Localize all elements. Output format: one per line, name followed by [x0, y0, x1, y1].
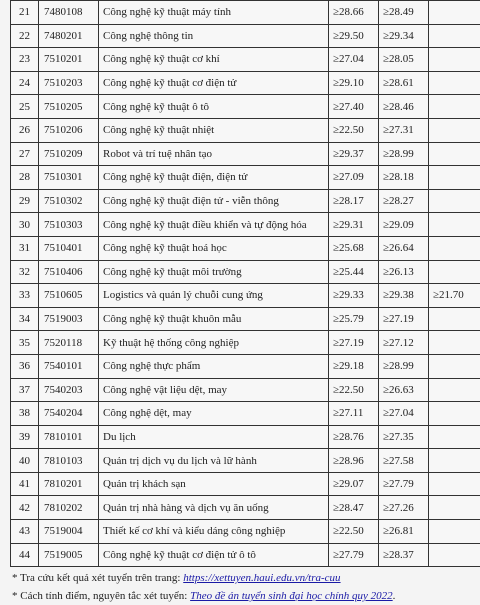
score-cell-2: ≥28.99: [379, 354, 429, 378]
score-cell-1: ≥29.33: [329, 284, 379, 308]
table-row: [11, 260, 480, 284]
score-cell-1: ≥27.19: [329, 331, 379, 355]
table-row: [11, 95, 480, 119]
score-cell-1: ≥29.10: [329, 71, 379, 95]
row-number-cell: 38: [11, 402, 39, 426]
score-cell-1: ≥29.31: [329, 213, 379, 237]
row-number-cell: 31: [11, 236, 39, 260]
admission-scores-section: [10, 0, 480, 605]
table-body: [11, 1, 480, 567]
score-cell-3: [429, 260, 480, 284]
score-cell-2: ≥27.04: [379, 402, 429, 426]
score-cell-2: ≥27.58: [379, 449, 429, 473]
major-name-cell: Công nghệ kỹ thuật cơ điện tử: [99, 71, 329, 95]
major-name-cell: Công nghệ thực phẩm: [99, 354, 329, 378]
score-cell-3: [429, 189, 480, 213]
row-number-cell: 29: [11, 189, 39, 213]
score-cell-1: ≥22.50: [329, 118, 379, 142]
major-code-cell: 7519004: [39, 520, 99, 544]
major-code-cell: 7810101: [39, 425, 99, 449]
score-cell-1: ≥28.47: [329, 496, 379, 520]
score-cell-3: [429, 1, 480, 25]
score-cell-2: ≥27.19: [379, 307, 429, 331]
table-row: [11, 71, 480, 95]
score-cell-1: ≥27.04: [329, 48, 379, 72]
admission-plan-link[interactable]: Theo đề án tuyển sinh đại học chính quy 2022: [190, 590, 393, 602]
score-cell-2: ≥28.99: [379, 142, 429, 166]
lookup-link[interactable]: https://xettuyen.haui.edu.vn/tra-cuu: [183, 572, 340, 584]
score-cell-3: [429, 425, 480, 449]
row-number-cell: 42: [11, 496, 39, 520]
table-row: [11, 48, 480, 72]
score-cell-1: ≥25.44: [329, 260, 379, 284]
major-name-cell: Công nghệ kỹ thuật điện, điện tử: [99, 166, 329, 190]
lookup-note: [12, 569, 480, 587]
table-row: [11, 189, 480, 213]
score-cell-1: ≥28.66: [329, 1, 379, 25]
score-cell-2: ≥28.27: [379, 189, 429, 213]
major-code-cell: 7540203: [39, 378, 99, 402]
major-name-cell: Logistics và quản lý chuỗi cung ứng: [99, 284, 329, 308]
major-name-cell: Quản trị khách sạn: [99, 472, 329, 496]
score-cell-1: ≥27.11: [329, 402, 379, 426]
row-number-cell: 26: [11, 118, 39, 142]
score-cell-2: ≥27.26: [379, 496, 429, 520]
score-cell-3: [429, 24, 480, 48]
major-code-cell: 7810202: [39, 496, 99, 520]
score-cell-2: ≥26.81: [379, 520, 429, 544]
score-cell-2: ≥29.34: [379, 24, 429, 48]
major-name-cell: Công nghệ kỹ thuật ô tô: [99, 95, 329, 119]
score-cell-2: ≥26.63: [379, 378, 429, 402]
major-name-cell: Quản trị nhà hàng và dịch vụ ăn uống: [99, 496, 329, 520]
major-code-cell: 7510203: [39, 71, 99, 95]
score-cell-2: ≥29.09: [379, 213, 429, 237]
major-code-cell: 7519003: [39, 307, 99, 331]
score-cell-2: ≥29.38: [379, 284, 429, 308]
major-name-cell: Công nghệ kỹ thuật điều khiển và tự động hóa: [99, 213, 329, 237]
score-cell-3: [429, 95, 480, 119]
major-code-cell: 7540204: [39, 402, 99, 426]
footnotes: [10, 569, 480, 605]
method-note-suffix: .: [393, 590, 396, 602]
score-cell-2: ≥27.35: [379, 425, 429, 449]
major-name-cell: Công nghệ vật liệu dệt, may: [99, 378, 329, 402]
row-number-cell: 30: [11, 213, 39, 237]
table-row: [11, 402, 480, 426]
table-row: [11, 378, 480, 402]
major-name-cell: Quản trị dịch vụ du lịch và lữ hành: [99, 449, 329, 473]
row-number-cell: 25: [11, 95, 39, 119]
major-name-cell: Công nghệ thông tin: [99, 24, 329, 48]
score-cell-1: ≥27.40: [329, 95, 379, 119]
score-cell-3: [429, 166, 480, 190]
major-code-cell: 7519005: [39, 543, 99, 567]
score-cell-3: [429, 118, 480, 142]
major-code-cell: 7510303: [39, 213, 99, 237]
row-number-cell: 36: [11, 354, 39, 378]
major-code-cell: 7510406: [39, 260, 99, 284]
table-row: [11, 520, 480, 544]
score-cell-3: [429, 354, 480, 378]
score-cell-2: ≥28.18: [379, 166, 429, 190]
row-number-cell: 21: [11, 1, 39, 25]
major-name-cell: Công nghệ kỹ thuật hoá học: [99, 236, 329, 260]
table-row: [11, 1, 480, 25]
row-number-cell: 28: [11, 166, 39, 190]
major-name-cell: Kỹ thuật hệ thống công nghiệp: [99, 331, 329, 355]
score-cell-3: [429, 236, 480, 260]
major-code-cell: 7510302: [39, 189, 99, 213]
major-name-cell: Công nghệ dệt, may: [99, 402, 329, 426]
table-row: [11, 142, 480, 166]
major-name-cell: Thiết kế cơ khí và kiểu dáng công nghiệp: [99, 520, 329, 544]
row-number-cell: 44: [11, 543, 39, 567]
score-cell-1: ≥28.76: [329, 425, 379, 449]
table-row: [11, 284, 480, 308]
score-cell-2: ≥28.61: [379, 71, 429, 95]
row-number-cell: 33: [11, 284, 39, 308]
table-row: [11, 354, 480, 378]
row-number-cell: 35: [11, 331, 39, 355]
table-row: [11, 496, 480, 520]
lookup-note-text: * Tra cứu kết quả xét tuyển trên trang:: [12, 572, 183, 584]
row-number-cell: 37: [11, 378, 39, 402]
score-cell-2: ≥26.13: [379, 260, 429, 284]
score-cell-1: ≥22.50: [329, 378, 379, 402]
score-cell-3: [429, 449, 480, 473]
major-name-cell: Công nghệ kỹ thuật máy tính: [99, 1, 329, 25]
major-code-cell: 7810201: [39, 472, 99, 496]
score-cell-3: [429, 307, 480, 331]
score-cell-3: [429, 71, 480, 95]
major-code-cell: 7510206: [39, 118, 99, 142]
score-cell-3: [429, 142, 480, 166]
row-number-cell: 34: [11, 307, 39, 331]
major-name-cell: Công nghệ kỹ thuật cơ điện tử ô tô: [99, 543, 329, 567]
score-cell-3: [429, 520, 480, 544]
table-row: [11, 166, 480, 190]
score-cell-3: [429, 378, 480, 402]
table-row: [11, 331, 480, 355]
score-cell-2: ≥28.46: [379, 95, 429, 119]
score-cell-3: [429, 48, 480, 72]
row-number-cell: 22: [11, 24, 39, 48]
score-cell-2: ≥26.64: [379, 236, 429, 260]
major-name-cell: Công nghệ kỹ thuật điện tử - viễn thông: [99, 189, 329, 213]
score-cell-2: ≥27.79: [379, 472, 429, 496]
score-cell-2: ≥27.31: [379, 118, 429, 142]
row-number-cell: 41: [11, 472, 39, 496]
major-code-cell: 7480108: [39, 1, 99, 25]
score-cell-2: ≥28.49: [379, 1, 429, 25]
major-name-cell: Công nghệ kỹ thuật nhiệt: [99, 118, 329, 142]
table-row: [11, 236, 480, 260]
row-number-cell: 43: [11, 520, 39, 544]
score-cell-1: ≥28.17: [329, 189, 379, 213]
major-code-cell: 7810103: [39, 449, 99, 473]
score-cell-3: [429, 472, 480, 496]
method-note-text: * Cách tính điểm, nguyên tắc xét tuyển:: [12, 590, 190, 602]
score-cell-1: ≥29.07: [329, 472, 379, 496]
score-cell-1: ≥29.18: [329, 354, 379, 378]
score-cell-2: ≥27.12: [379, 331, 429, 355]
table-row: [11, 307, 480, 331]
method-note: [12, 587, 480, 605]
major-name-cell: Công nghệ kỹ thuật cơ khí: [99, 48, 329, 72]
major-code-cell: 7480201: [39, 24, 99, 48]
major-name-cell: Robot và trí tuệ nhân tạo: [99, 142, 329, 166]
row-number-cell: 27: [11, 142, 39, 166]
score-cell-2: ≥28.05: [379, 48, 429, 72]
score-cell-1: ≥25.68: [329, 236, 379, 260]
table-row: [11, 449, 480, 473]
score-cell-1: ≥28.96: [329, 449, 379, 473]
score-cell-1: ≥27.09: [329, 166, 379, 190]
major-code-cell: 7540101: [39, 354, 99, 378]
score-cell-3: ≥21.70: [429, 284, 480, 308]
table-row: [11, 472, 480, 496]
score-cell-1: ≥22.50: [329, 520, 379, 544]
row-number-cell: 23: [11, 48, 39, 72]
major-name-cell: Du lịch: [99, 425, 329, 449]
major-code-cell: 7510401: [39, 236, 99, 260]
major-code-cell: 7510605: [39, 284, 99, 308]
row-number-cell: 32: [11, 260, 39, 284]
major-name-cell: Công nghệ kỹ thuật môi trường: [99, 260, 329, 284]
row-number-cell: 40: [11, 449, 39, 473]
table-row: [11, 24, 480, 48]
score-cell-2: ≥28.37: [379, 543, 429, 567]
table-row: [11, 425, 480, 449]
score-cell-1: ≥29.50: [329, 24, 379, 48]
score-cell-3: [429, 543, 480, 567]
score-cell-3: [429, 213, 480, 237]
table-row: [11, 213, 480, 237]
major-code-cell: 7510201: [39, 48, 99, 72]
score-cell-1: ≥29.37: [329, 142, 379, 166]
table-row: [11, 118, 480, 142]
major-code-cell: 7510209: [39, 142, 99, 166]
score-cell-3: [429, 402, 480, 426]
major-name-cell: Công nghệ kỹ thuật khuôn mẫu: [99, 307, 329, 331]
table-row: [11, 543, 480, 567]
admission-score-table: [10, 0, 480, 567]
score-cell-1: ≥27.79: [329, 543, 379, 567]
score-cell-3: [429, 496, 480, 520]
major-code-cell: 7510301: [39, 166, 99, 190]
row-number-cell: 24: [11, 71, 39, 95]
major-code-cell: 7520118: [39, 331, 99, 355]
score-cell-1: ≥25.79: [329, 307, 379, 331]
score-cell-3: [429, 331, 480, 355]
major-code-cell: 7510205: [39, 95, 99, 119]
row-number-cell: 39: [11, 425, 39, 449]
